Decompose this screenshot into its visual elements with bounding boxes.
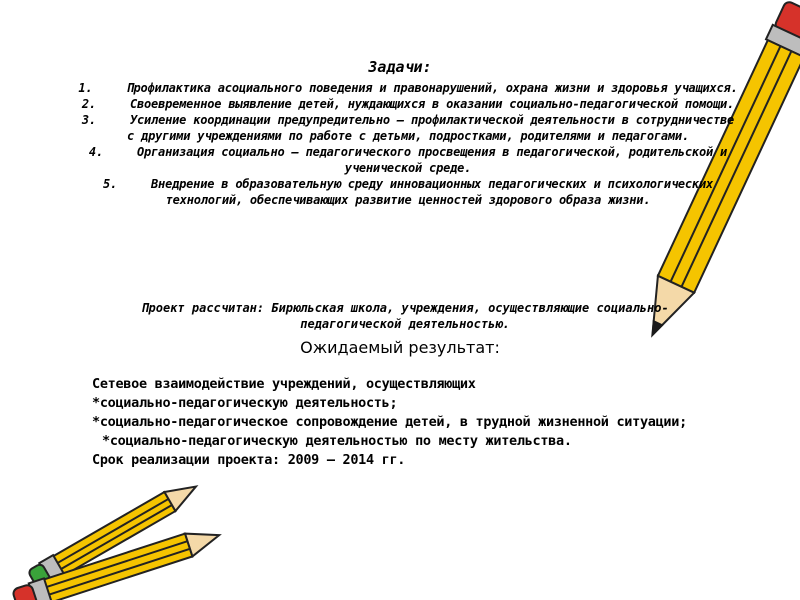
pencils-bottom-left-icon (0, 470, 240, 600)
result-item: *социально-педагогическую деятельность; (92, 395, 398, 411)
task-item (78, 80, 738, 96)
task-text: Профилактика асоциального поведения и правонарушений, охрана жизни и здоровья учащихся. (126, 81, 738, 95)
result-item: *социально-педагогическую деятельностью по месту жительства. (102, 433, 572, 449)
task-item (78, 112, 738, 144)
task-number: 4. (88, 145, 103, 159)
task-text: Своевременное выявление детей, нуждающихся в оказании социально-педагогической помощи. (129, 97, 735, 111)
task-text: Усиление координации предупредительно – профилактической деятельности в сотрудничестве с другими учреждениями по работе с детьми, подростками, родителями и педагогами. (127, 113, 735, 143)
task-number: 3. (81, 113, 96, 127)
task-item (78, 96, 738, 112)
tasks-list (78, 80, 738, 208)
task-text: Организация социально – педагогического просвещения в педагогической, родительской и ученической среде. (136, 145, 728, 175)
result-item: *социально-педагогическое сопровождение детей, в трудной жизненной ситуации; (92, 414, 687, 430)
task-item (78, 176, 738, 208)
task-number: 5. (102, 177, 118, 191)
task-item (78, 144, 738, 176)
project-period: Срок реализации проекта: 2009 – 2014 гг. (92, 452, 406, 468)
result-heading: Ожидаемый результат: (300, 338, 500, 357)
slide-title: Задачи: (368, 58, 432, 76)
results-list (92, 375, 712, 470)
task-number: 1. (78, 81, 93, 95)
result-item: Сетевое взаимодействие учреждений, осуществляющих (92, 376, 476, 392)
task-number: 2. (81, 97, 96, 111)
task-text: Внедрение в образовательную среду инновационных педагогических и психологических технологий, обеспечивающих развитие ценностей здорового образа жизни. (151, 177, 714, 207)
project-note: Проект рассчитан: Бирюльская школа, учреждения, осуществляющие социально-педагогической деятельностью. (141, 301, 669, 331)
